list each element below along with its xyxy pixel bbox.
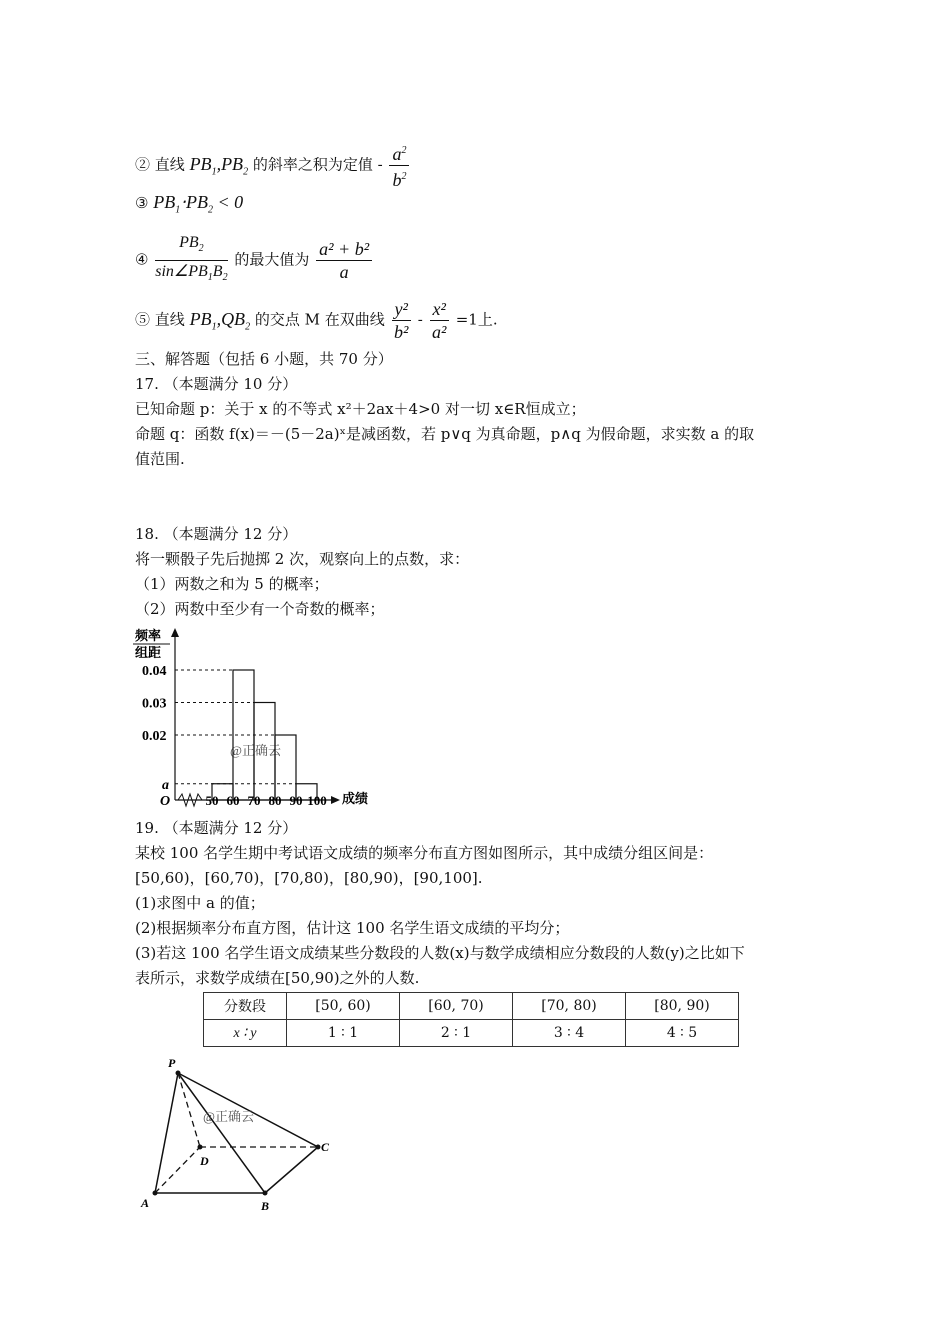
yticks-group [142, 664, 296, 793]
option-5-lines: $PB_1,QB_2$ [189, 308, 251, 333]
q18-head: 18. （本题满分 12 分） [135, 525, 298, 543]
q18-line2: （1）两数之和为 5 的概率； [135, 575, 329, 593]
q19-line1: 某校 100 名学生期中考试语文成绩的频率分布直方图如图所示，其中成绩分组区间是： [135, 844, 714, 862]
q17-line1: 已知命题 p：关于 x 的不等式 x²＋2ax＋4>0 对一切 x∈R恒成立； [135, 400, 586, 418]
table-cell: 4 ∶ 5 [626, 1020, 739, 1047]
vertex-d: D [200, 1154, 209, 1168]
x-tick-label: 80 [268, 793, 282, 808]
ylabel-bot: 组距 [135, 645, 162, 660]
option-3-label: ③ [135, 194, 149, 212]
option-2-label: ② 直线 [135, 155, 185, 174]
x-tick-label: 50 [205, 793, 219, 808]
y-tick-label: 0.04 [142, 664, 167, 679]
x-tick-label: 70 [247, 793, 261, 808]
q17-head: 17. （本题满分 10 分） [135, 375, 298, 393]
fraction-a2-b2: $\frac{a^2}{b^2}$ [389, 140, 409, 191]
option-5: ⑤ 直线 $PB_1,QB_2$ 的交点 M 在双曲线 $\frac{\text{y²}}{\text{b²}}$ - $\frac{\text{x²}}{\text{a²}}$ =1上. [135, 299, 498, 342]
vertex-p: P [168, 1056, 176, 1070]
y-tick-label: a [162, 777, 169, 793]
option-5-label: ⑤ 直线 [135, 310, 185, 329]
q18-line3: （2）两数中至少有一个奇数的概率； [135, 600, 385, 618]
table-cell: [70, 80) [513, 993, 626, 1020]
table-cell: x ∶ y [204, 1020, 287, 1047]
vertex-b: B [261, 1199, 270, 1213]
x-tick-label: 60 [226, 793, 240, 808]
fraction-max: $\frac{\text{a² + b²}}{a}$ [316, 238, 372, 283]
pyramid-diagram [135, 1055, 345, 1215]
fraction-y2-b2: $\frac{\text{y²}}{\text{b²}}$ [392, 298, 411, 343]
q19-line5: (3)若这 100 名学生语文成绩某些分数段的人数(x)与数学成绩相应分数段的人数(y)之比如下 [135, 944, 745, 962]
q19-line6: 表所示，求数学成绩在[50,90)之外的人数. [135, 969, 420, 987]
q18-line1: 将一颗骰子先后抛掷 2 次，观察向上的点数，求： [135, 550, 470, 568]
ylabel-top: 频率 [135, 628, 162, 643]
option-2-text: 的斜率之积为定值 - [252, 155, 383, 174]
option-5-text: 的交点 M 在双曲线 [254, 310, 385, 329]
option-4-label: ④ [135, 250, 149, 269]
option-3 [135, 192, 243, 221]
xlabel: 成绩 [342, 791, 369, 806]
q19-line4: (2)根据频率分布直方图，估计这 100 名学生语文成绩的平均分； [135, 919, 570, 937]
option-4 [135, 232, 374, 289]
table-cell: [60, 70) [400, 993, 513, 1020]
option-4-text: 的最大值为 [234, 250, 310, 269]
table-cell: 1 ∶ 1 [287, 1020, 400, 1047]
section-title: 三、解答题（包括 6 小题，共 70 分） [135, 350, 393, 368]
table-row [204, 1020, 739, 1047]
x-tick-label: 90 [289, 793, 303, 808]
ratio-table [203, 992, 739, 1047]
option-5-tail: =1上. [455, 310, 498, 329]
watermark: @正确云 [230, 743, 281, 758]
option-2 [135, 140, 411, 191]
vertex-c: C [321, 1140, 330, 1154]
vertex-a: A [141, 1196, 150, 1210]
pyramid-watermark: @正确云 [203, 1109, 254, 1124]
table-cell: 3 ∶ 4 [513, 1020, 626, 1047]
table-cell: [80, 90) [626, 993, 739, 1020]
table-cell: [50, 60) [287, 993, 400, 1020]
table-header-row [204, 993, 739, 1020]
q17-line3: 值范围. [135, 450, 185, 468]
q19-line2: [50,60)，[60,70)，[70,80)，[80,90)，[90,100]. [135, 869, 483, 887]
q17-line2: 命题 q：函数 f(x)＝－(5－2a)ˣ是减函数，若 p∨q 为真命题，p∧q 为假命题，求实数 a 的取 [135, 425, 755, 443]
table-cell: 2 ∶ 1 [400, 1020, 513, 1047]
pb1: $PB_1,PB_2$ [189, 153, 249, 178]
y-tick-label: 0.03 [142, 696, 167, 712]
option-3-expr: $PB_1\cdot PB_2 < 0$ [153, 192, 244, 216]
origin-label: O [160, 794, 171, 809]
bars-group [212, 670, 317, 800]
x-tick-label: 100 [307, 793, 327, 808]
y-tick-label: 0.02 [142, 729, 167, 744]
fraction-pb2-sin: $\frac{PB_2}{\sin\angle PB_1B_2}$ [155, 234, 228, 284]
fraction-x2-a2: $\frac{\text{x²}}{\text{a²}}$ [430, 298, 449, 343]
histogram-chart [130, 625, 390, 810]
q19-head: 19. （本题满分 12 分） [135, 819, 298, 837]
table-cell: 分数段 [204, 993, 287, 1020]
q19-line3: (1)求图中 a 的值； [135, 894, 265, 912]
